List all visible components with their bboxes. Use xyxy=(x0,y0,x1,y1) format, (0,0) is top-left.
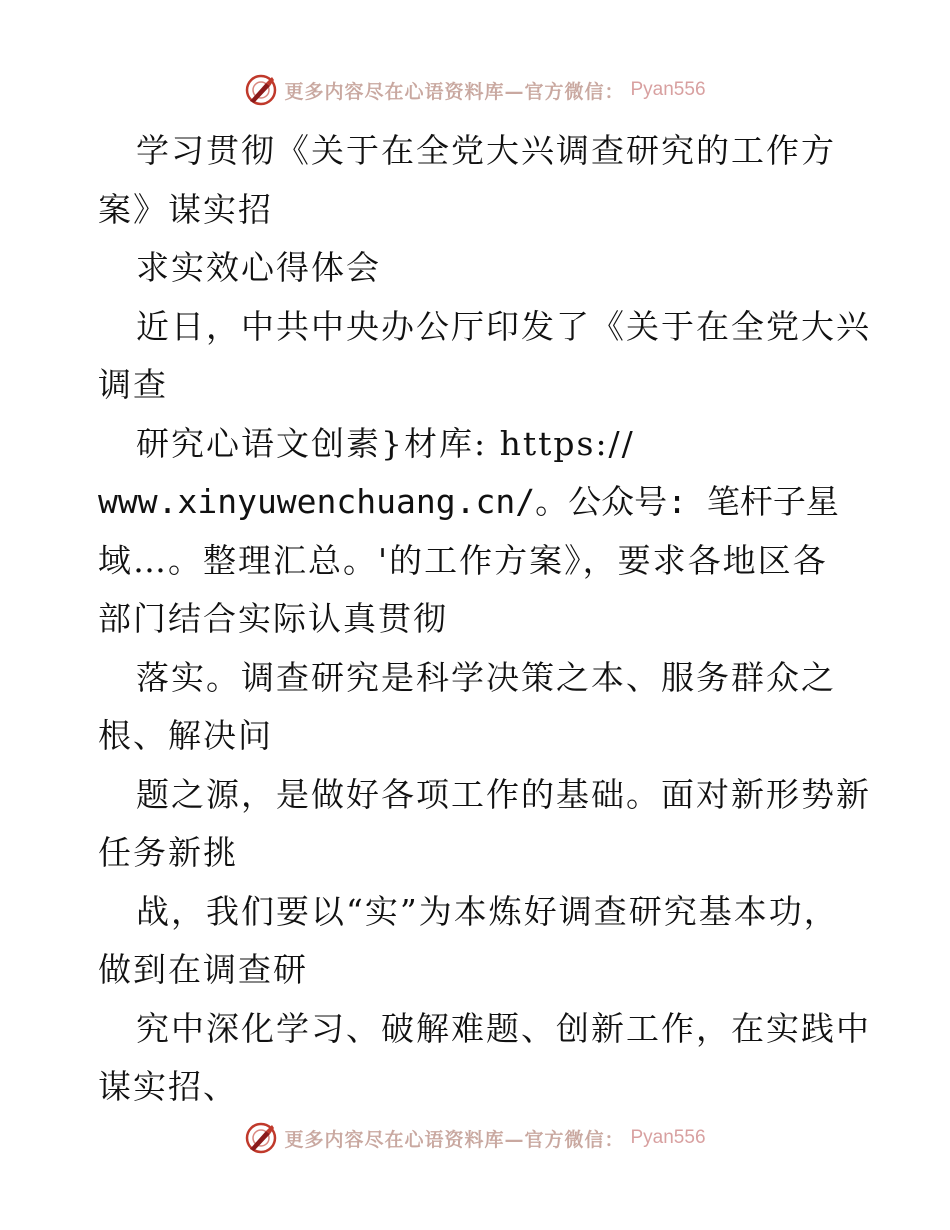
pen-logo-icon xyxy=(244,73,278,107)
text-line: 案》谋实招 xyxy=(98,189,273,229)
text-line: 谋实招、 xyxy=(98,1067,238,1106)
text-line: 究中深化学习、破解难题、创新工作，在实践中 xyxy=(136,1008,871,1048)
watermark-text: 更多内容尽在心语资料库—官方微信： xyxy=(284,1128,625,1151)
text-line: 战，我们要以“实”为本炼好调查研究基本功， xyxy=(136,891,839,931)
text-line: 域…。整理汇总。'的工作方案》，要求各地区各 xyxy=(98,540,828,580)
header-watermark xyxy=(0,70,950,110)
text-line: 根、解决问 xyxy=(98,716,273,755)
watermark-text: 更多内容尽在心语资料库—官方微信： xyxy=(284,80,625,103)
text-line: 近日，中共中央办公厅印发了《关于在全党大兴 xyxy=(136,306,871,346)
text-line: 做到在调查研 xyxy=(98,950,308,989)
text-line: 研究心语文创素}材库: https:// xyxy=(136,423,635,463)
footer-watermark xyxy=(0,1118,950,1158)
watermark-id: Pyan556 xyxy=(630,1127,706,1148)
text-line: 学习贯彻《关于在全党大兴调查研究的工作方 xyxy=(136,131,836,170)
text-line: www.xinyuwenchuang.cn/。公众号: 笔杆子星 xyxy=(98,482,839,521)
text-line: 部门结合实际认真贯彻 xyxy=(98,599,448,638)
document-body xyxy=(98,122,878,1117)
text-line: 求实效心得体会 xyxy=(136,248,381,287)
text-line: 落实。调查研究是科学决策之本、服务群众之 xyxy=(136,657,836,697)
text-line: 题之源，是做好各项工作的基础。面对新形势新 xyxy=(136,774,871,814)
text-line: 调查 xyxy=(98,365,168,404)
text-line: 任务新挑 xyxy=(98,833,238,872)
pen-logo-icon xyxy=(244,1121,278,1155)
watermark-id: Pyan556 xyxy=(630,79,706,100)
